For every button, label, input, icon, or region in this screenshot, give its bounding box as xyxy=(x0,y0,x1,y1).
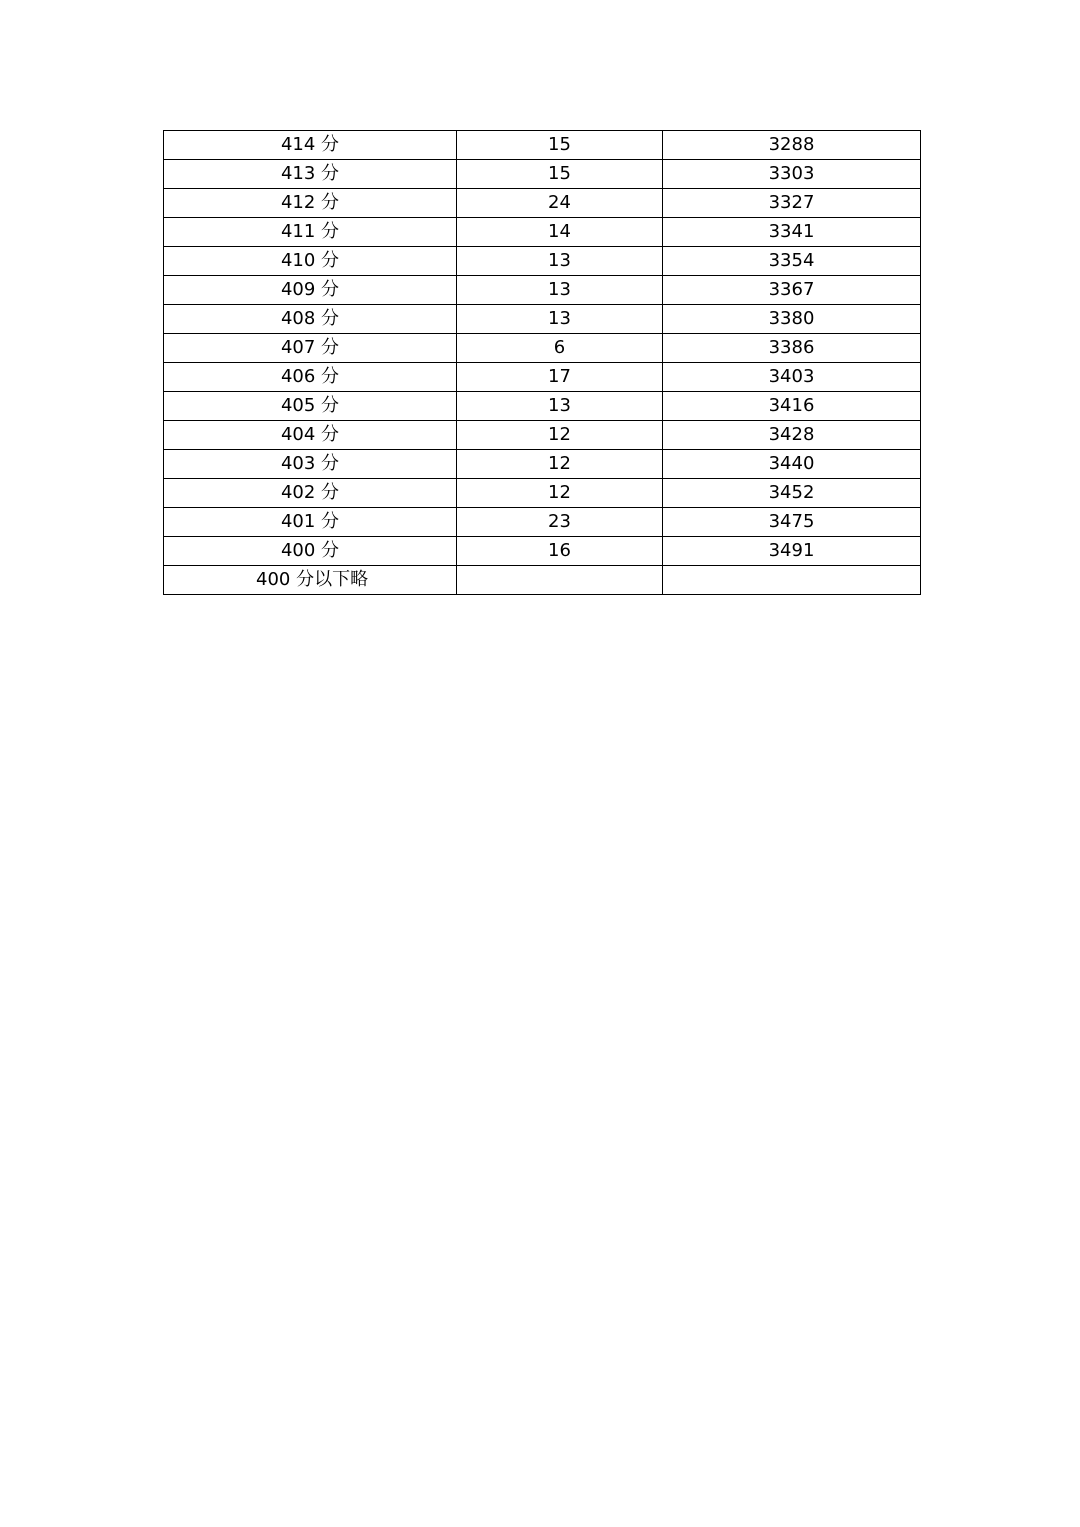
table-row xyxy=(164,479,921,508)
cumulative-cell: 3288 xyxy=(663,131,921,160)
count-cell: 23 xyxy=(457,508,663,537)
table-row xyxy=(164,218,921,247)
below-400-omitted-note: 400 分以下略 xyxy=(164,566,457,595)
cumulative-cell: 3403 xyxy=(663,363,921,392)
table-row xyxy=(164,421,921,450)
cumulative-cell: 3428 xyxy=(663,421,921,450)
table-row xyxy=(164,189,921,218)
cumulative-cell: 3416 xyxy=(663,392,921,421)
cumulative-cell: 3386 xyxy=(663,334,921,363)
count-cell: 6 xyxy=(457,334,663,363)
score-cell: 402 分 xyxy=(164,479,457,508)
cumulative-cell: 3491 xyxy=(663,537,921,566)
table-row xyxy=(164,537,921,566)
cumulative-cell: 3341 xyxy=(663,218,921,247)
score-cell: 413 分 xyxy=(164,160,457,189)
table-row xyxy=(164,334,921,363)
count-cell: 13 xyxy=(457,276,663,305)
cumulative-cell: 3452 xyxy=(663,479,921,508)
score-cell: 414 分 xyxy=(164,131,457,160)
table-row xyxy=(164,276,921,305)
score-cell: 401 分 xyxy=(164,508,457,537)
count-cell: 16 xyxy=(457,537,663,566)
score-cell: 410 分 xyxy=(164,247,457,276)
table-row xyxy=(164,247,921,276)
count-cell: 15 xyxy=(457,160,663,189)
score-cell: 400 分 xyxy=(164,537,457,566)
table-row xyxy=(164,160,921,189)
table-row xyxy=(164,450,921,479)
count-cell: 24 xyxy=(457,189,663,218)
table-row xyxy=(164,131,921,160)
table-row xyxy=(164,392,921,421)
table-row xyxy=(164,363,921,392)
count-cell: 12 xyxy=(457,479,663,508)
count-cell: 17 xyxy=(457,363,663,392)
cumulative-cell: 3367 xyxy=(663,276,921,305)
table-row xyxy=(164,508,921,537)
count-cell: 13 xyxy=(457,247,663,276)
score-cell: 409 分 xyxy=(164,276,457,305)
cumulative-cell: 3440 xyxy=(663,450,921,479)
count-cell: 13 xyxy=(457,392,663,421)
cumulative-cell: 3380 xyxy=(663,305,921,334)
cumulative-cell xyxy=(663,566,921,595)
score-cell: 412 分 xyxy=(164,189,457,218)
score-cell: 406 分 xyxy=(164,363,457,392)
cumulative-cell: 3303 xyxy=(663,160,921,189)
score-cell: 407 分 xyxy=(164,334,457,363)
table-footer-row xyxy=(164,566,921,595)
score-cell: 405 分 xyxy=(164,392,457,421)
cumulative-cell: 3327 xyxy=(663,189,921,218)
score-cell: 404 分 xyxy=(164,421,457,450)
score-cell: 411 分 xyxy=(164,218,457,247)
table-row xyxy=(164,305,921,334)
count-cell: 13 xyxy=(457,305,663,334)
score-cell: 403 分 xyxy=(164,450,457,479)
cumulative-cell: 3354 xyxy=(663,247,921,276)
count-cell: 15 xyxy=(457,131,663,160)
count-cell: 12 xyxy=(457,450,663,479)
count-cell xyxy=(457,566,663,595)
count-cell: 12 xyxy=(457,421,663,450)
count-cell: 14 xyxy=(457,218,663,247)
score-cell: 408 分 xyxy=(164,305,457,334)
score-distribution-table xyxy=(163,130,921,595)
cumulative-cell: 3475 xyxy=(663,508,921,537)
